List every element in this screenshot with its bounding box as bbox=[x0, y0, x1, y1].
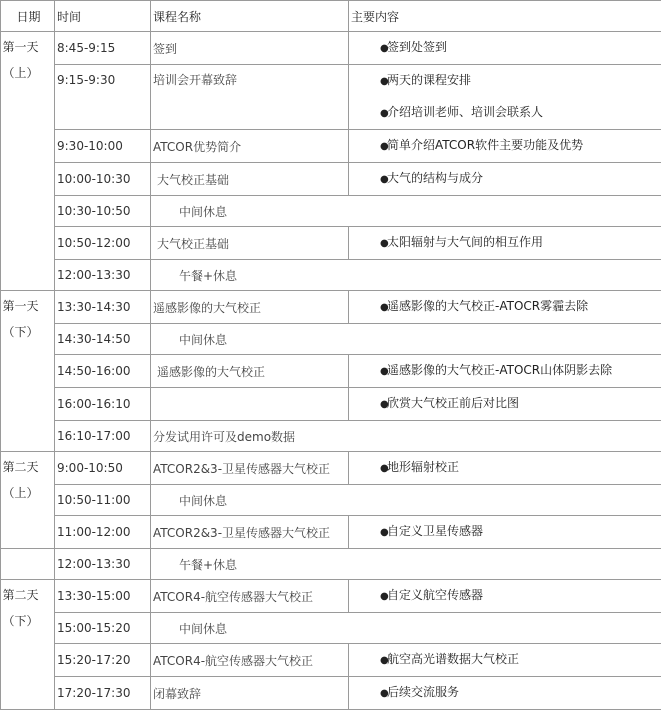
content-cell bbox=[349, 32, 661, 65]
day-name: 第一天 bbox=[1, 32, 55, 62]
day-cell bbox=[1, 452, 55, 549]
content-text: 航空高光谱数据大气校正 bbox=[387, 652, 519, 666]
content-text: 简单介绍ATCOR软件主要功能及优势 bbox=[387, 138, 583, 152]
bullet-icon: ● bbox=[380, 646, 387, 676]
day-cell bbox=[1, 291, 55, 452]
bullet-icon: ● bbox=[380, 229, 387, 259]
time-cell: 10:50-11:00 bbox=[55, 485, 151, 516]
break-cell: 中间休息 bbox=[151, 485, 661, 516]
content-cell bbox=[349, 130, 661, 163]
content-text: 欣赏大气校正前后对比图 bbox=[387, 396, 519, 410]
time-cell: 10:30-10:50 bbox=[55, 196, 151, 227]
time-cell: 11:00-12:00 bbox=[55, 516, 151, 549]
content-text: 两天的课程安排 bbox=[387, 73, 471, 87]
header-content: 主要内容 bbox=[349, 1, 661, 32]
course-cell: ATCOR4-航空传感器大气校正 bbox=[151, 580, 349, 613]
bullet-icon: ● bbox=[380, 293, 387, 323]
header-course: 课程名称 bbox=[151, 1, 349, 32]
course-cell: ATCOR优势简介 bbox=[151, 130, 349, 163]
table-row bbox=[1, 580, 661, 613]
time-cell: 16:00-16:10 bbox=[55, 388, 151, 421]
table-row bbox=[1, 677, 661, 710]
bullet-icon: ● bbox=[380, 679, 387, 709]
table-row bbox=[1, 516, 661, 549]
day-cell-empty bbox=[1, 549, 55, 580]
day-name: 第二天 bbox=[1, 452, 55, 482]
content-text: 签到处签到 bbox=[387, 40, 447, 54]
content-text: 自定义航空传感器 bbox=[387, 588, 483, 602]
bullet-icon: ● bbox=[380, 582, 387, 612]
time-cell: 12:00-13:30 bbox=[55, 549, 151, 580]
content-text: 自定义卫星传感器 bbox=[387, 524, 483, 538]
time-cell: 9:30-10:00 bbox=[55, 130, 151, 163]
table-row bbox=[1, 196, 661, 227]
course-cell: 培训会开幕致辞 bbox=[151, 65, 349, 130]
content-cell bbox=[349, 355, 661, 388]
table-row bbox=[1, 388, 661, 421]
header-row bbox=[1, 1, 661, 32]
bullet-icon: ● bbox=[380, 454, 387, 484]
bullet-icon: ● bbox=[380, 357, 387, 387]
table-row bbox=[1, 485, 661, 516]
table-row bbox=[1, 32, 661, 65]
header-date: 日期 bbox=[1, 1, 55, 32]
time-cell: 8:45-9:15 bbox=[55, 32, 151, 65]
day-cell bbox=[1, 32, 55, 291]
content-text: 介绍培训老师、培训会联系人 bbox=[387, 105, 543, 119]
table-row bbox=[1, 324, 661, 355]
table-row bbox=[1, 130, 661, 163]
table-row bbox=[1, 355, 661, 388]
time-cell: 13:30-14:30 bbox=[55, 291, 151, 324]
content-text: 地形辐射校正 bbox=[387, 460, 459, 474]
bullet-icon: ● bbox=[380, 518, 387, 548]
table-row bbox=[1, 644, 661, 677]
content-text: 遥感影像的大气校正-ATOCR雾霾去除 bbox=[387, 299, 588, 313]
content-cell bbox=[349, 580, 661, 613]
day-cell bbox=[1, 580, 55, 710]
bullet-icon: ● bbox=[380, 390, 387, 420]
table-row bbox=[1, 452, 661, 485]
time-cell: 9:00-10:50 bbox=[55, 452, 151, 485]
break-cell: 午餐+休息 bbox=[151, 549, 661, 580]
time-cell: 17:20-17:30 bbox=[55, 677, 151, 710]
content-text: 太阳辐射与大气间的相互作用 bbox=[387, 235, 543, 249]
course-cell: ATCOR4-航空传感器大气校正 bbox=[151, 644, 349, 677]
content-cell bbox=[349, 163, 661, 196]
day-name: 第一天 bbox=[1, 291, 55, 321]
table-row bbox=[1, 227, 661, 260]
table-row bbox=[1, 421, 661, 452]
table-row bbox=[1, 65, 661, 130]
course-cell: ATCOR2&3-卫星传感器大气校正 bbox=[151, 452, 349, 485]
header-time: 时间 bbox=[55, 1, 151, 32]
course-cell: 签到 bbox=[151, 32, 349, 65]
time-cell: 16:10-17:00 bbox=[55, 421, 151, 452]
course-cell: 大气校正基础 bbox=[151, 163, 349, 196]
content-text: 遥感影像的大气校正-ATOCR山体阴影去除 bbox=[387, 363, 612, 377]
time-cell: 10:00-10:30 bbox=[55, 163, 151, 196]
table-row bbox=[1, 163, 661, 196]
course-cell: 闭幕致辞 bbox=[151, 677, 349, 710]
bullet-icon: ● bbox=[380, 34, 387, 64]
table-row bbox=[1, 260, 661, 291]
course-cell: 大气校正基础 bbox=[151, 227, 349, 260]
content-cell bbox=[349, 677, 661, 710]
day-part: （上） bbox=[1, 62, 55, 84]
day-part: （下） bbox=[1, 321, 55, 343]
break-cell: 中间休息 bbox=[151, 196, 661, 227]
bullet-icon: ● bbox=[380, 165, 387, 195]
table-row bbox=[1, 549, 661, 580]
course-cell: 分发试用许可及demo数据 bbox=[151, 421, 661, 452]
content-text: 大气的结构与成分 bbox=[387, 171, 483, 185]
time-cell: 14:50-16:00 bbox=[55, 355, 151, 388]
bullet-icon: ● bbox=[380, 99, 387, 129]
content-cell bbox=[349, 291, 661, 324]
table-row bbox=[1, 613, 661, 644]
day-part: （下） bbox=[1, 610, 55, 632]
time-cell: 10:50-12:00 bbox=[55, 227, 151, 260]
content-cell bbox=[349, 65, 661, 130]
time-cell: 9:15-9:30 bbox=[55, 65, 151, 130]
course-cell: ATCOR2&3-卫星传感器大气校正 bbox=[151, 516, 349, 549]
content-cell bbox=[349, 452, 661, 485]
time-cell: 12:00-13:30 bbox=[55, 260, 151, 291]
break-cell: 中间休息 bbox=[151, 613, 661, 644]
content-cell bbox=[349, 227, 661, 260]
course-cell: 遥感影像的大气校正 bbox=[151, 355, 349, 388]
break-cell: 午餐+休息 bbox=[151, 260, 661, 291]
bullet-icon: ● bbox=[380, 132, 387, 162]
content-cell bbox=[349, 644, 661, 677]
content-cell bbox=[349, 388, 661, 421]
time-cell: 15:20-17:20 bbox=[55, 644, 151, 677]
content-text: 后续交流服务 bbox=[387, 685, 459, 699]
bullet-icon: ● bbox=[380, 67, 387, 97]
course-cell bbox=[151, 388, 349, 421]
table-row bbox=[1, 291, 661, 324]
day-part: （上） bbox=[1, 482, 55, 504]
day-name: 第二天 bbox=[1, 580, 55, 610]
time-cell: 14:30-14:50 bbox=[55, 324, 151, 355]
time-cell: 13:30-15:00 bbox=[55, 580, 151, 613]
break-cell: 中间休息 bbox=[151, 324, 661, 355]
time-cell: 15:00-15:20 bbox=[55, 613, 151, 644]
course-cell: 遥感影像的大气校正 bbox=[151, 291, 349, 324]
content-cell bbox=[349, 516, 661, 549]
